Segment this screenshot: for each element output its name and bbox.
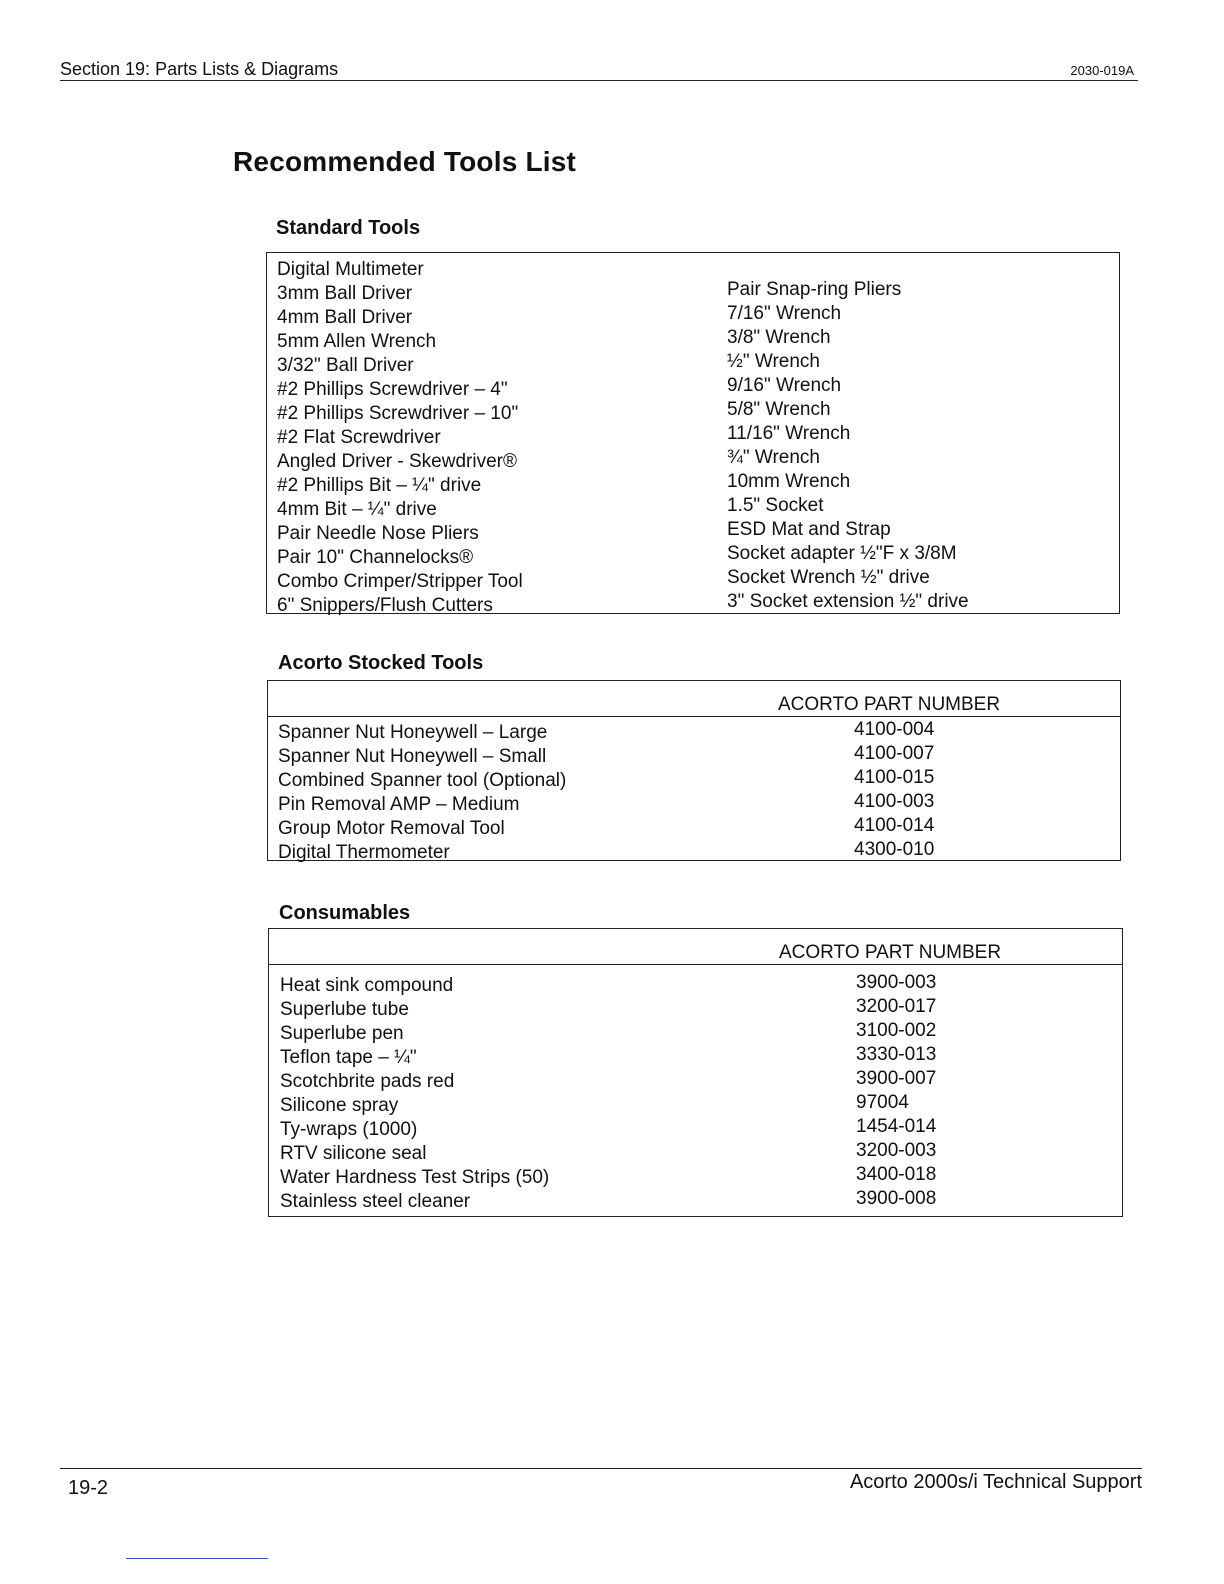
standard-tool-item: Pair Snap-ring Pliers	[727, 279, 902, 300]
standard-tool-item: 1.5" Socket	[727, 495, 824, 516]
stocked-tools-table	[267, 680, 1121, 861]
stocked-tool-part-number: 4300-010	[854, 839, 935, 860]
standard-tool-item: ¾" Wrench	[727, 447, 820, 468]
consumable-part-number: 3200-003	[856, 1140, 937, 1161]
standard-tools-right-column	[727, 278, 969, 614]
consumable-name: Superlube pen	[280, 1023, 404, 1044]
doc-number: 2030-019A	[1070, 63, 1134, 78]
consumable-part-number: 3100-002	[856, 1020, 937, 1041]
consumable-name: Teflon tape – ¼"	[280, 1047, 417, 1068]
consumable-name: RTV silicone seal	[280, 1143, 427, 1164]
stocked-header-divider	[268, 716, 1120, 717]
standard-tool-item: ½" Wrench	[727, 351, 820, 372]
consumable-name: Silicone spray	[280, 1095, 399, 1116]
standard-tool-item: 5/8" Wrench	[727, 399, 831, 420]
stocked-tools-parts	[854, 718, 934, 862]
consumable-name: Superlube tube	[280, 999, 409, 1020]
standard-tool-item: 9/16" Wrench	[727, 375, 842, 396]
standard-tool-item: ESD Mat and Strap	[727, 519, 891, 540]
standard-tool-item: 11/16" Wrench	[727, 423, 851, 444]
page-title: Recommended Tools List	[233, 146, 577, 177]
consumable-name: Scotchbrite pads red	[280, 1071, 455, 1092]
stocked-tool-name: Digital Thermometer	[278, 842, 450, 863]
stocked-tool-name: Group Motor Removal Tool	[278, 818, 505, 839]
standard-tool-item: 4mm Ball Driver	[277, 307, 413, 328]
page-number: 19-2	[68, 1477, 109, 1499]
page-footer	[60, 1468, 1142, 1499]
standard-tools-heading: Standard Tools	[276, 217, 421, 239]
stocked-tool-name: Combined Spanner tool (Optional)	[278, 770, 567, 791]
consumable-part-number: 3400-018	[856, 1164, 937, 1185]
consumables-header-divider	[269, 964, 1122, 965]
standard-tool-item: Socket Wrench ½" drive	[727, 567, 930, 588]
consumables-parts	[856, 971, 936, 1211]
stocked-tools-names	[278, 721, 566, 865]
standard-tool-item: 4mm Bit – ¼" drive	[277, 499, 437, 520]
stocked-tool-part-number: 4100-014	[854, 815, 935, 836]
standard-tool-item: 7/16" Wrench	[727, 303, 842, 324]
consumable-name: Water Hardness Test Strips (50)	[280, 1167, 550, 1188]
standard-tool-item: Combo Crimper/Stripper Tool	[277, 571, 523, 592]
standard-tool-item: #2 Phillips Bit – ¼" drive	[277, 475, 482, 496]
standard-tool-item: 3mm Ball Driver	[277, 283, 413, 304]
consumables-part-number-header: ACORTO PART NUMBER	[779, 942, 1002, 963]
consumables-table	[268, 928, 1123, 1217]
standard-tool-item: Socket adapter ½"F x 3/8M	[727, 543, 957, 564]
standard-tool-item: Digital Multimeter	[277, 259, 424, 280]
standard-tool-item: Pair Needle Nose Pliers	[277, 523, 479, 544]
consumable-part-number: 3900-008	[856, 1188, 937, 1209]
standard-tool-item: #2 Phillips Screwdriver – 10"	[277, 403, 519, 424]
consumable-name: Heat sink compound	[280, 975, 454, 996]
standard-tools-table	[266, 252, 1120, 614]
standard-tool-item: 3" Socket extension ½" drive	[727, 591, 969, 612]
standard-tool-item: Angled Driver - Skewdriver®	[277, 451, 517, 472]
consumable-part-number: 1454-014	[856, 1116, 937, 1137]
consumables-names	[280, 974, 549, 1214]
standard-tool-item: 10mm Wrench	[727, 471, 851, 492]
stocked-part-number-header: ACORTO PART NUMBER	[778, 694, 1001, 715]
standard-tool-item: 3/32" Ball Driver	[277, 355, 414, 376]
standard-tool-item: 6" Snippers/Flush Cutters	[277, 595, 493, 616]
standard-tool-item: #2 Flat Screwdriver	[277, 427, 441, 448]
stocked-tool-name: Spanner Nut Honeywell – Large	[278, 722, 548, 743]
stocked-tool-part-number: 4100-015	[854, 767, 935, 788]
standard-tool-item: 3/8" Wrench	[727, 327, 831, 348]
consumable-part-number: 3900-003	[856, 972, 937, 993]
consumables-heading: Consumables	[279, 902, 411, 924]
stocked-tool-name: Pin Removal AMP – Medium	[278, 794, 520, 815]
consumable-part-number: 3330-013	[856, 1044, 937, 1065]
stocked-tool-part-number: 4100-003	[854, 791, 935, 812]
consumable-part-number: 3900-007	[856, 1068, 937, 1089]
stocked-tool-part-number: 4100-004	[854, 719, 935, 740]
standard-tools-left-column	[277, 258, 523, 618]
page-header	[60, 56, 1138, 81]
standard-tool-item: 5mm Allen Wrench	[277, 331, 437, 352]
standard-tool-item: Pair 10" Channelocks®	[277, 547, 474, 568]
standard-tool-item: #2 Phillips Screwdriver – 4"	[277, 379, 508, 400]
stocked-tool-name: Spanner Nut Honeywell – Small	[278, 746, 547, 767]
consumable-part-number: 97004	[856, 1092, 909, 1113]
stocked-tools-heading: Acorto Stocked Tools	[278, 652, 484, 674]
footnote-rule	[126, 1558, 268, 1559]
consumable-name: Ty-wraps (1000)	[280, 1119, 418, 1140]
stocked-tool-part-number: 4100-007	[854, 743, 935, 764]
consumable-name: Stainless steel cleaner	[280, 1191, 471, 1212]
section-label: Section 19: Parts Lists & Diagrams	[60, 59, 339, 79]
consumable-part-number: 3200-017	[856, 996, 937, 1017]
publication-title: Acorto 2000s/i Technical Support	[849, 1471, 1142, 1493]
